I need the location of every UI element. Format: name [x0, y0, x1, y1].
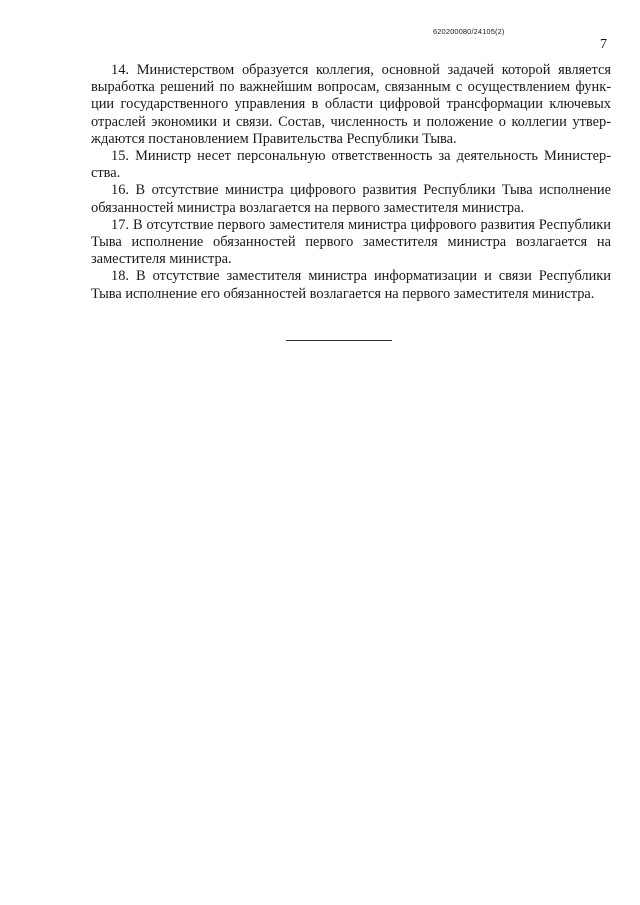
page-number: 7 — [600, 37, 607, 52]
end-divider — [286, 340, 392, 341]
document-code: 620200080/24105(2) — [433, 27, 505, 36]
document-body — [91, 62, 611, 303]
paragraph-15: 15. Министр несет персональную ответственность за деятельность Министерства. — [91, 148, 611, 182]
paragraph-16: 16. В отсутствие министра цифрового развития Республики Тыва исполнение обязанностей министра возлагается на первого заместителя министра. — [91, 182, 611, 216]
paragraph-17: 17. В отсутствие первого заместителя министра цифрового развития Республики Тыва исполнение обязанностей первого заместителя министра возлагается на заместителя министра. — [91, 216, 611, 268]
paragraph-14: 14. Министерством образуется коллегия, основной задачей которой является выработка решений по важнейшим вопросам, связанным с осуществлением функции государственного управления в области цифровой трансформации ключевых отраслей экономики и связи. Состав, численность и положение о коллегии утверждаются постановлением Правительства Республики Тыва. — [91, 62, 611, 147]
paragraph-18: 18. В отсутствие заместителя министра информатизации и связи Республики Тыва исполнение его обязанностей возлагается на первого заместителя министра. — [91, 268, 611, 302]
